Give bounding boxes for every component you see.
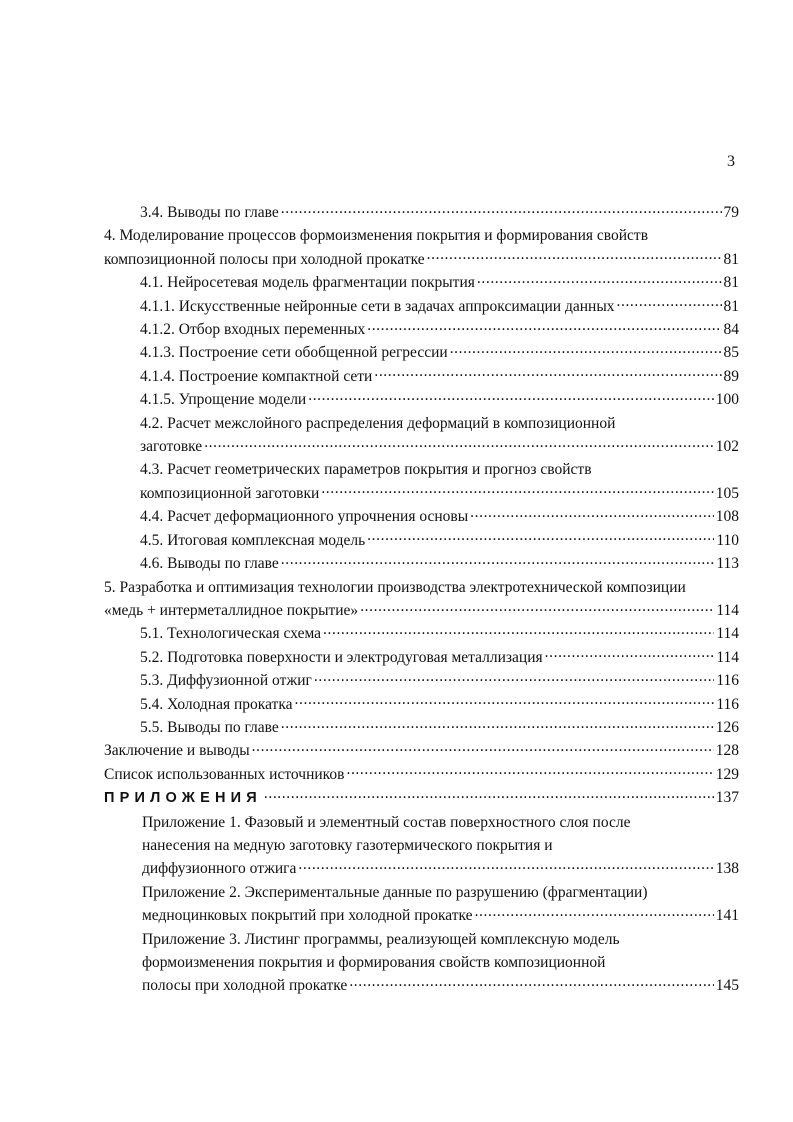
toc-entry-title: 4.4. Расчет деформационного упрочнения основы: [140, 508, 469, 526]
toc-entry-appendices[interactable]: [0, 786, 739, 810]
dot-leader: [321, 482, 713, 498]
toc-entry-title: 4.1. Нейросетевая модель фрагментации покрытия: [140, 274, 475, 292]
toc-entry-conclusion[interactable]: [0, 739, 739, 762]
dot-leader: [367, 319, 721, 335]
toc-entry-4-4[interactable]: [0, 505, 739, 528]
toc-entry-title-line: формоизменения покрытия и формирования свойств композиционной: [142, 954, 606, 971]
toc-entry-page: 81: [723, 250, 739, 268]
dot-leader: [295, 693, 715, 709]
dot-leader: [360, 599, 714, 615]
toc-entry-title-line: 5. Разработка и оптимизация технологии производства электротехнической композиции: [104, 578, 686, 596]
toc-entry-4-6[interactable]: [0, 552, 739, 575]
toc-entry-title: 4.6. Выводы по главе: [140, 555, 279, 573]
toc-entry-4-1[interactable]: [0, 271, 739, 294]
toc-entry-title: Список использованных источников: [104, 765, 345, 783]
toc-entry-title: 4.1.4. Построение компактной сети: [140, 367, 373, 385]
toc-entry-title-line: нанесения на медную заготовку газотермического покрытия и: [142, 836, 553, 854]
toc-entry-appendix-2[interactable]: [0, 881, 739, 928]
dot-leader: [545, 646, 715, 662]
dot-leader: [252, 740, 714, 756]
dot-leader: [477, 272, 722, 288]
dot-leader: [264, 787, 714, 803]
toc-entry-title: диффузионного отжига: [142, 860, 297, 878]
toc-entry-title: 5.5. Выводы по главе: [140, 718, 279, 736]
dot-leader: [367, 529, 714, 545]
toc-entry-chapter-5[interactable]: [0, 576, 739, 623]
toc-entry-page: 138: [715, 860, 739, 878]
dot-leader: [281, 553, 715, 569]
toc-entry-title-line: Приложение 2. Экспериментальные данные по разрушению (фрагментации): [142, 883, 648, 901]
toc-entry-title: 4.1.2. Отбор входных переменных: [140, 321, 366, 339]
toc-entry-5-2[interactable]: [0, 646, 739, 669]
toc-entry-page: 84: [723, 321, 739, 339]
toc-entry-page: 108: [715, 508, 739, 526]
toc-entry-title: «медь + интерметаллидное покрытие»: [104, 601, 359, 619]
toc-entry-page: 145: [715, 977, 739, 995]
toc-entry-title: 3.4. Выводы по главе: [140, 204, 279, 221]
toc-entry-4-1-3[interactable]: [0, 341, 739, 364]
toc-entry-page: 116: [716, 672, 739, 690]
toc-entry-title: 5.1. Технологическая схема: [140, 625, 322, 643]
dot-leader: [470, 506, 714, 522]
toc-entry-4-1-1[interactable]: [0, 295, 739, 318]
toc-entry-appendix-1[interactable]: [0, 811, 739, 881]
toc-entry-5-3[interactable]: [0, 669, 739, 692]
dot-leader: [450, 342, 722, 358]
toc-entry-3-4[interactable]: [0, 201, 739, 224]
dot-leader: [323, 623, 714, 639]
toc-entry-page: 114: [716, 625, 739, 643]
toc-entry-chapter-4[interactable]: [0, 224, 739, 271]
dot-leader: [374, 365, 721, 381]
toc-entry-page: 128: [715, 742, 739, 760]
dot-leader: [427, 248, 722, 264]
toc-entry-page: 105: [715, 484, 739, 502]
toc-entry-page: 141: [715, 907, 739, 925]
toc-entry-page: 89: [723, 367, 739, 385]
toc-entry-title: 5.4. Холодная прокатка: [140, 695, 293, 713]
toc-entry-page: 126: [715, 718, 739, 736]
toc-entry-page: 102: [715, 438, 739, 456]
toc-entry-5-5[interactable]: [0, 716, 739, 739]
toc-entry-title: 4.5. Итоговая комплексная модель: [140, 531, 366, 549]
dot-leader: [475, 905, 714, 921]
toc-entry-page: 85: [723, 344, 739, 362]
toc-entry-page: 81: [723, 297, 739, 315]
toc-entry-title: 4.1.1. Искусственные нейронные сети в задачах аппроксимации данных: [140, 297, 615, 315]
toc-entry-references[interactable]: [0, 763, 739, 786]
toc-entry-title: ПРИЛОЖЕНИЯ: [104, 790, 262, 807]
toc-entry-page: 79: [723, 204, 739, 221]
toc-entry-4-1-4[interactable]: [0, 365, 739, 388]
table-of-contents: [0, 201, 793, 998]
toc-entry-title: 4.1.3. Построение сети обобщенной регрессии: [140, 344, 448, 362]
toc-entry-page: 116: [716, 695, 739, 713]
toc-entry-4-3[interactable]: [0, 458, 739, 505]
toc-entry-page: 110: [716, 531, 739, 549]
toc-entry-appendix-3[interactable]: [0, 928, 739, 998]
dot-leader: [617, 295, 722, 311]
dot-leader: [298, 858, 713, 874]
toc-entry-page: 113: [716, 555, 739, 573]
dot-leader: [314, 670, 714, 686]
toc-entry-title-line: Приложение 1. Фазовый и элементный состав поверхностного слоя после: [142, 813, 631, 831]
toc-entry-4-2[interactable]: [0, 412, 739, 459]
toc-entry-title: композиционной заготовки: [140, 484, 320, 502]
toc-entry-title-line: 4. Моделирование процессов формоизменения покрытия и формирования свойств: [104, 227, 649, 245]
dot-leader: [308, 389, 714, 405]
toc-entry-page: 114: [716, 601, 739, 619]
dot-leader: [346, 763, 713, 779]
toc-entry-4-5[interactable]: [0, 529, 739, 552]
toc-entry-title: 5.3. Диффузионной отжиг: [140, 672, 312, 690]
toc-entry-5-4[interactable]: [0, 693, 739, 716]
toc-entry-title-line: 4.3. Расчет геометрических параметров покрытия и прогноз свойств: [140, 461, 592, 479]
dot-leader: [204, 436, 714, 452]
toc-entry-title: 5.2. Подготовка поверхности и электродуговая металлизация: [140, 648, 543, 666]
toc-entry-5-1[interactable]: [0, 622, 739, 645]
toc-entry-title: 4.1.5. Упрощение модели: [140, 391, 307, 409]
dot-leader: [349, 975, 713, 991]
dot-leader: [281, 716, 714, 732]
toc-entry-title-line: 4.2. Расчет межслойного распределения деформаций в композиционной: [140, 414, 616, 432]
toc-entry-4-1-5[interactable]: [0, 388, 739, 411]
toc-entry-title: Заключение и выводы: [104, 742, 250, 760]
toc-entry-page: 114: [716, 648, 739, 666]
page-number: 3: [727, 153, 735, 170]
toc-entry-title: заготовке: [140, 438, 203, 456]
toc-entry-title-line: Приложение 3. Листинг программы, реализующей комплексную модель: [142, 930, 620, 948]
toc-entry-page: 100: [715, 391, 739, 409]
toc-entry-title: полосы при холодной прокатке: [142, 977, 348, 995]
toc-entry-title: медноцинковых покрытий при холодной прокатке: [142, 907, 473, 925]
toc-entry-4-1-2[interactable]: [0, 318, 739, 341]
toc-entry-title: композиционной полосы при холодной прокатке: [104, 250, 425, 268]
toc-entry-page: 81: [723, 274, 739, 292]
toc-entry-page: 137: [715, 789, 739, 807]
toc-entry-page: 129: [715, 765, 739, 783]
dot-leader: [281, 202, 722, 218]
